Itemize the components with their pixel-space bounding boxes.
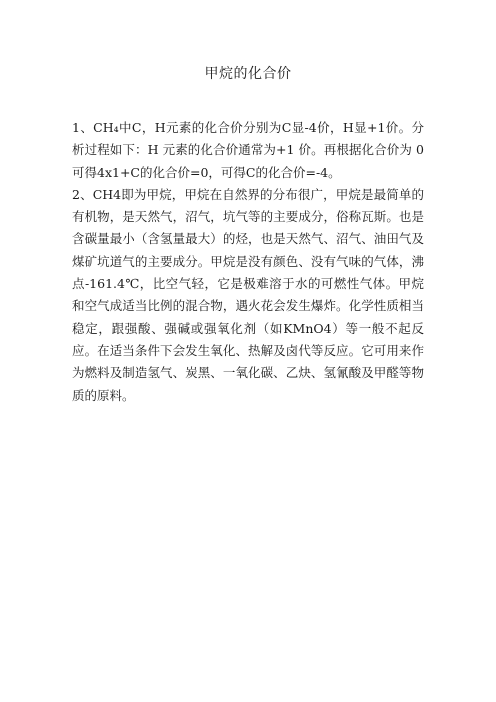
document-title: 甲烷的化合价 [204, 66, 292, 82]
paragraph-2: 2、CH4即为甲烷，甲烷在自然界的分布很广，甲烷是最简单的有机物，是天然气，沼气，坑气等的主要成分，俗称瓦斯。也是含碳量最小（含氢量最大）的烃，也是天然气、沼气、油田气及煤矿坑道气的主要成分。甲烷是没有颜色、没有气味的气体，沸点-161.4℃，比空气轻，它是极难溶于水的可燃性气体。甲烷和空气成适当比例的混合物，遇火花会发生爆炸。化学性质相当稳定，跟强酸、强碱或强氧化剂（如KMnO4）等一般不起反应。在适当条件下会发生氧化、热解及卤代等反应。它可用来作为燃料及制造氢气、炭黑、一氧化碳、乙炔、氢氰酸及甲醛等物质的原料。 [72, 186, 424, 403]
paragraph-1: 1、CH₄中C，H元素的化合价分别为C显-4价，H显+1价。分析过程如下：H 元素的化合价通常为+1 价。再根据化合价为 0可得4x1+C的化合价=0，可得C的化合价=-4。 [72, 120, 424, 180]
document-body [72, 117, 424, 407]
